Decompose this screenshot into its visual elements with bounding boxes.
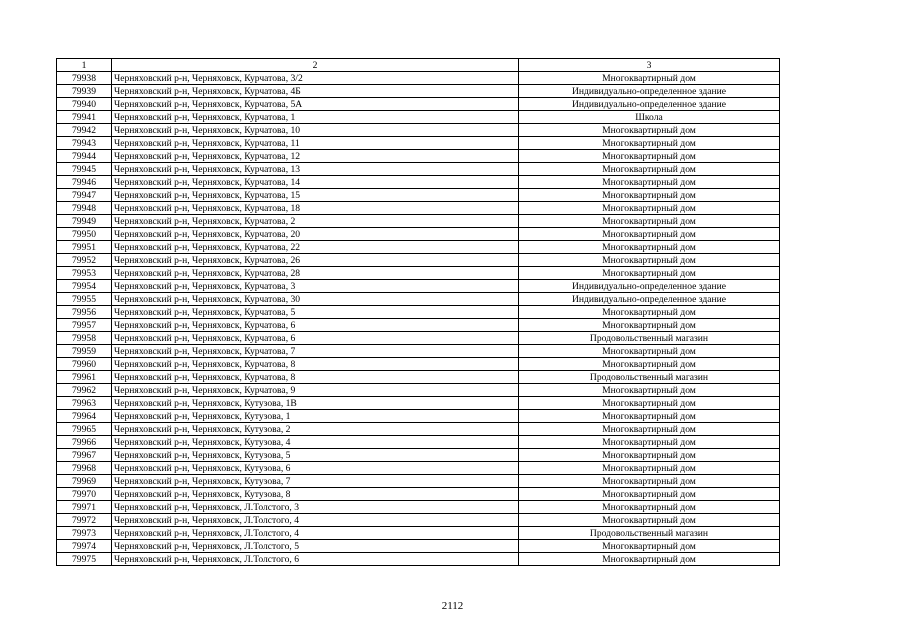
row-number: 79949 <box>57 215 112 228</box>
row-number: 79958 <box>57 332 112 345</box>
object-type-cell: Многоквартирный дом <box>519 436 780 449</box>
row-number: 79956 <box>57 306 112 319</box>
row-number: 79943 <box>57 137 112 150</box>
address-cell: Черняховский р-н, Черняховск, Курчатова, 8 <box>112 358 519 371</box>
row-number: 79951 <box>57 241 112 254</box>
address-cell: Черняховский р-н, Черняховск, Курчатова, 26 <box>112 254 519 267</box>
address-cell: Черняховский р-н, Черняховск, Кутузова, 8 <box>112 488 519 501</box>
table-row <box>57 85 780 98</box>
object-type-cell: Многоквартирный дом <box>519 176 780 189</box>
table-row <box>57 345 780 358</box>
table-row <box>57 319 780 332</box>
row-number: 79950 <box>57 228 112 241</box>
object-type-cell: Продовольственный магазин <box>519 371 780 384</box>
row-number: 79972 <box>57 514 112 527</box>
table-row <box>57 475 780 488</box>
table-row <box>57 176 780 189</box>
table-row <box>57 527 780 540</box>
address-cell: Черняховский р-н, Черняховск, Курчатова, 9 <box>112 384 519 397</box>
row-number: 79966 <box>57 436 112 449</box>
object-type-cell: Многоквартирный дом <box>519 241 780 254</box>
header-col-2: 2 <box>112 59 519 72</box>
address-cell: Черняховский р-н, Черняховск, Курчатова, 28 <box>112 267 519 280</box>
address-cell: Черняховский р-н, Черняховск, Курчатова, 15 <box>112 189 519 202</box>
row-number: 79961 <box>57 371 112 384</box>
object-type-cell: Продовольственный магазин <box>519 527 780 540</box>
table-row <box>57 514 780 527</box>
address-cell: Черняховский р-н, Черняховск, Кутузова, 6 <box>112 462 519 475</box>
row-number: 79959 <box>57 345 112 358</box>
object-type-cell: Многоквартирный дом <box>519 345 780 358</box>
object-type-cell: Многоквартирный дом <box>519 189 780 202</box>
row-number: 79960 <box>57 358 112 371</box>
table-row <box>57 397 780 410</box>
address-cell: Черняховский р-н, Черняховск, Л.Толстого, 5 <box>112 540 519 553</box>
address-cell: Черняховский р-н, Черняховск, Л.Толстого, 4 <box>112 514 519 527</box>
table-row <box>57 202 780 215</box>
row-number: 79969 <box>57 475 112 488</box>
address-cell: Черняховский р-н, Черняховск, Курчатова, 3/2 <box>112 72 519 85</box>
address-cell: Черняховский р-н, Черняховск, Курчатова, 11 <box>112 137 519 150</box>
object-type-cell: Многоквартирный дом <box>519 540 780 553</box>
table-row <box>57 72 780 85</box>
address-cell: Черняховский р-н, Черняховск, Кутузова, 5 <box>112 449 519 462</box>
table-row <box>57 215 780 228</box>
table-row <box>57 410 780 423</box>
row-number: 79968 <box>57 462 112 475</box>
address-cell: Черняховский р-н, Черняховск, Курчатова, 20 <box>112 228 519 241</box>
object-type-cell: Многоквартирный дом <box>519 254 780 267</box>
object-type-cell: Многоквартирный дом <box>519 228 780 241</box>
table-row <box>57 293 780 306</box>
table-row <box>57 280 780 293</box>
address-cell: Черняховский р-н, Черняховск, Курчатова, 10 <box>112 124 519 137</box>
table-row <box>57 267 780 280</box>
address-cell: Черняховский р-н, Черняховск, Кутузова, 4 <box>112 436 519 449</box>
object-type-cell: Многоквартирный дом <box>519 72 780 85</box>
address-cell: Черняховский р-н, Черняховск, Кутузова, 1В <box>112 397 519 410</box>
object-type-cell: Школа <box>519 111 780 124</box>
header-col-3: 3 <box>519 59 780 72</box>
row-number: 79938 <box>57 72 112 85</box>
object-type-cell: Индивидуально-определенное здание <box>519 280 780 293</box>
address-cell: Черняховский р-н, Черняховск, Курчатова, 18 <box>112 202 519 215</box>
table-row <box>57 189 780 202</box>
object-type-cell: Многоквартирный дом <box>519 319 780 332</box>
address-cell: Черняховский р-н, Черняховск, Курчатова, 13 <box>112 163 519 176</box>
address-cell: Черняховский р-н, Черняховск, Курчатова, 2 <box>112 215 519 228</box>
address-cell: Черняховский р-н, Черняховск, Курчатова, 4Б <box>112 85 519 98</box>
table-row <box>57 241 780 254</box>
object-type-cell: Многоквартирный дом <box>519 384 780 397</box>
object-type-cell: Индивидуально-определенное здание <box>519 98 780 111</box>
table-row <box>57 501 780 514</box>
row-number: 79962 <box>57 384 112 397</box>
row-number: 79946 <box>57 176 112 189</box>
object-type-cell: Продовольственный магазин <box>519 332 780 345</box>
object-type-cell: Многоквартирный дом <box>519 397 780 410</box>
object-type-cell: Многоквартирный дом <box>519 202 780 215</box>
object-type-cell: Многоквартирный дом <box>519 306 780 319</box>
object-type-cell: Многоквартирный дом <box>519 137 780 150</box>
address-cell: Черняховский р-н, Черняховск, Л.Толстого, 3 <box>112 501 519 514</box>
table-row <box>57 371 780 384</box>
row-number: 79942 <box>57 124 112 137</box>
row-number: 79948 <box>57 202 112 215</box>
address-cell: Черняховский р-н, Черняховск, Курчатова, 3 <box>112 280 519 293</box>
object-type-cell: Многоквартирный дом <box>519 163 780 176</box>
table-row <box>57 111 780 124</box>
object-type-cell: Многоквартирный дом <box>519 488 780 501</box>
row-number: 79947 <box>57 189 112 202</box>
object-type-cell: Многоквартирный дом <box>519 501 780 514</box>
table-row <box>57 124 780 137</box>
address-cell: Черняховский р-н, Черняховск, Л.Толстого, 4 <box>112 527 519 540</box>
table-row <box>57 306 780 319</box>
address-cell: Черняховский р-н, Черняховск, Курчатова, 6 <box>112 319 519 332</box>
table-row <box>57 163 780 176</box>
address-cell: Черняховский р-н, Черняховск, Курчатова, 14 <box>112 176 519 189</box>
register-table-body <box>57 59 780 566</box>
address-cell: Черняховский р-н, Черняховск, Курчатова, 5А <box>112 98 519 111</box>
row-number: 79939 <box>57 85 112 98</box>
row-number: 79963 <box>57 397 112 410</box>
object-type-cell: Многоквартирный дом <box>519 358 780 371</box>
row-number: 79965 <box>57 423 112 436</box>
table-row <box>57 540 780 553</box>
object-type-cell: Многоквартирный дом <box>519 475 780 488</box>
table-row <box>57 150 780 163</box>
object-type-cell: Многоквартирный дом <box>519 553 780 566</box>
header-col-1: 1 <box>57 59 112 72</box>
row-number: 79944 <box>57 150 112 163</box>
row-number: 79941 <box>57 111 112 124</box>
address-cell: Черняховский р-н, Черняховск, Курчатова, 5 <box>112 306 519 319</box>
table-row <box>57 436 780 449</box>
object-type-cell: Многоквартирный дом <box>519 449 780 462</box>
object-type-cell: Индивидуально-определенное здание <box>519 85 780 98</box>
row-number: 79954 <box>57 280 112 293</box>
table-row <box>57 462 780 475</box>
object-type-cell: Многоквартирный дом <box>519 124 780 137</box>
address-cell: Черняховский р-н, Черняховск, Курчатова, 30 <box>112 293 519 306</box>
object-type-cell: Индивидуально-определенное здание <box>519 293 780 306</box>
address-cell: Черняховский р-н, Черняховск, Курчатова, 8 <box>112 371 519 384</box>
object-type-cell: Многоквартирный дом <box>519 410 780 423</box>
row-number: 79945 <box>57 163 112 176</box>
address-cell: Черняховский р-н, Черняховск, Кутузова, 7 <box>112 475 519 488</box>
address-cell: Черняховский р-н, Черняховск, Курчатова, 22 <box>112 241 519 254</box>
table-row <box>57 254 780 267</box>
table-row <box>57 332 780 345</box>
object-type-cell: Многоквартирный дом <box>519 423 780 436</box>
table-row <box>57 98 780 111</box>
table-row <box>57 449 780 462</box>
row-number: 79957 <box>57 319 112 332</box>
address-cell: Черняховский р-н, Черняховск, Курчатова, 7 <box>112 345 519 358</box>
row-number: 79971 <box>57 501 112 514</box>
header-row <box>57 59 780 72</box>
table-row <box>57 423 780 436</box>
row-number: 79975 <box>57 553 112 566</box>
object-type-cell: Многоквартирный дом <box>519 462 780 475</box>
row-number: 79967 <box>57 449 112 462</box>
table-row <box>57 488 780 501</box>
address-cell: Черняховский р-н, Черняховск, Кутузова, 1 <box>112 410 519 423</box>
address-cell: Черняховский р-н, Черняховск, Курчатова, 1 <box>112 111 519 124</box>
table-row <box>57 228 780 241</box>
address-cell: Черняховский р-н, Черняховск, Л.Толстого, 6 <box>112 553 519 566</box>
row-number: 79974 <box>57 540 112 553</box>
row-number: 79973 <box>57 527 112 540</box>
page-number: 2112 <box>441 600 464 612</box>
object-type-cell: Многоквартирный дом <box>519 215 780 228</box>
object-type-cell: Многоквартирный дом <box>519 267 780 280</box>
row-number: 79955 <box>57 293 112 306</box>
row-number: 79952 <box>57 254 112 267</box>
address-cell: Черняховский р-н, Черняховск, Курчатова, 12 <box>112 150 519 163</box>
row-number: 79940 <box>57 98 112 111</box>
register-table <box>56 58 780 566</box>
table-row <box>57 553 780 566</box>
object-type-cell: Многоквартирный дом <box>519 150 780 163</box>
row-number: 79970 <box>57 488 112 501</box>
row-number: 79953 <box>57 267 112 280</box>
address-cell: Черняховский р-н, Черняховск, Кутузова, 2 <box>112 423 519 436</box>
table-row <box>57 358 780 371</box>
object-type-cell: Многоквартирный дом <box>519 514 780 527</box>
table-row <box>57 384 780 397</box>
address-cell: Черняховский р-н, Черняховск, Курчатова, 6 <box>112 332 519 345</box>
table-row <box>57 137 780 150</box>
row-number: 79964 <box>57 410 112 423</box>
